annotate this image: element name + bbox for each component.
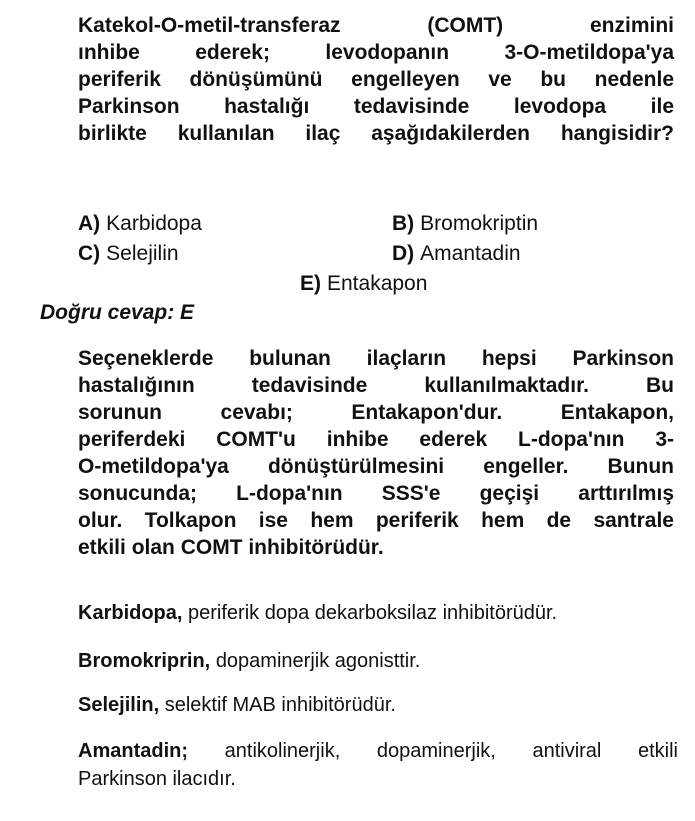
explanation-line: hastalığının tedavisinde kullanılmaktadır. Bu (78, 374, 674, 397)
explanation-line: olur. Tolkapon ise hem periferik hem de santrale (78, 509, 674, 532)
option-b[interactable] (392, 211, 538, 237)
explanation-line: periferdeki COMT'u inhibe ederek L-dopa'nın 3- (78, 428, 674, 451)
drug-line (78, 737, 678, 765)
option-text: Selejilin (106, 242, 179, 265)
option-text: Karbidopa (106, 212, 202, 235)
correct-answer: Doğru cevap: E (40, 301, 195, 324)
explanation-text (78, 345, 674, 561)
question-line: birlikte kullanılan ilaç aşağıdakilerden hangisidir? (78, 122, 674, 145)
drug-note-bromokriptin (78, 647, 678, 675)
drug-description: periferik dopa dekarboksilaz inhibitörüdür. (188, 602, 558, 624)
option-d[interactable] (392, 241, 521, 267)
question-line: Katekol-O-metil-transferaz (COMT) enzimini (78, 14, 674, 37)
option-letter: C) (78, 242, 101, 265)
drug-name: Bromokriprin, (78, 650, 211, 672)
explanation-line: Seçeneklerde bulunan ilaçların hepsi Parkinson (78, 347, 674, 370)
option-c[interactable] (78, 241, 179, 267)
option-text: Amantadin (420, 242, 521, 265)
question-line: ınhibe ederek; levodopanın 3-O-metildopa'ya (78, 41, 674, 64)
drug-note-amantadin (78, 737, 678, 793)
drug-name: Amantadin; (78, 740, 188, 762)
option-letter: E) (300, 272, 321, 295)
option-a[interactable] (78, 211, 202, 237)
option-letter: D) (392, 242, 415, 265)
drug-name: Karbidopa, (78, 602, 183, 624)
drug-description: antikolinerjik, dopaminerjik, antiviral etkili (224, 740, 678, 762)
question-line: Parkinson hastalığı tedavisinde levodopa ile (78, 95, 674, 118)
option-text: Entakapon (327, 272, 428, 295)
option-e[interactable] (300, 271, 427, 297)
explanation-line: etkili olan COMT inhibitörüdür. (78, 536, 384, 559)
explanation-line: sorunun cevabı; Entakapon'dur. Entakapon, (78, 401, 674, 424)
option-letter: A) (78, 212, 101, 235)
explanation-line: sonucunda; L-dopa'nın SSS'e geçişi arttırılmış (78, 482, 674, 505)
option-text: Bromokriptin (420, 212, 539, 235)
drug-name: Selejilin, (78, 694, 160, 716)
question-text (78, 12, 674, 147)
option-letter: B) (392, 212, 415, 235)
explanation-line: O-metildopa'ya dönüştürülmesini engeller. Bunun (78, 455, 674, 478)
question-line: periferik dönüşümünü engelleyen ve bu nedenle (78, 68, 674, 91)
drug-note-karbidopa (78, 599, 678, 627)
drug-line: Parkinson ilacıdır. (78, 768, 236, 790)
drug-description: selektif MAB inhibitörüdür. (164, 694, 396, 716)
drug-note-selejilin (78, 691, 678, 719)
drug-description: dopaminerjik agonisttir. (215, 650, 421, 672)
